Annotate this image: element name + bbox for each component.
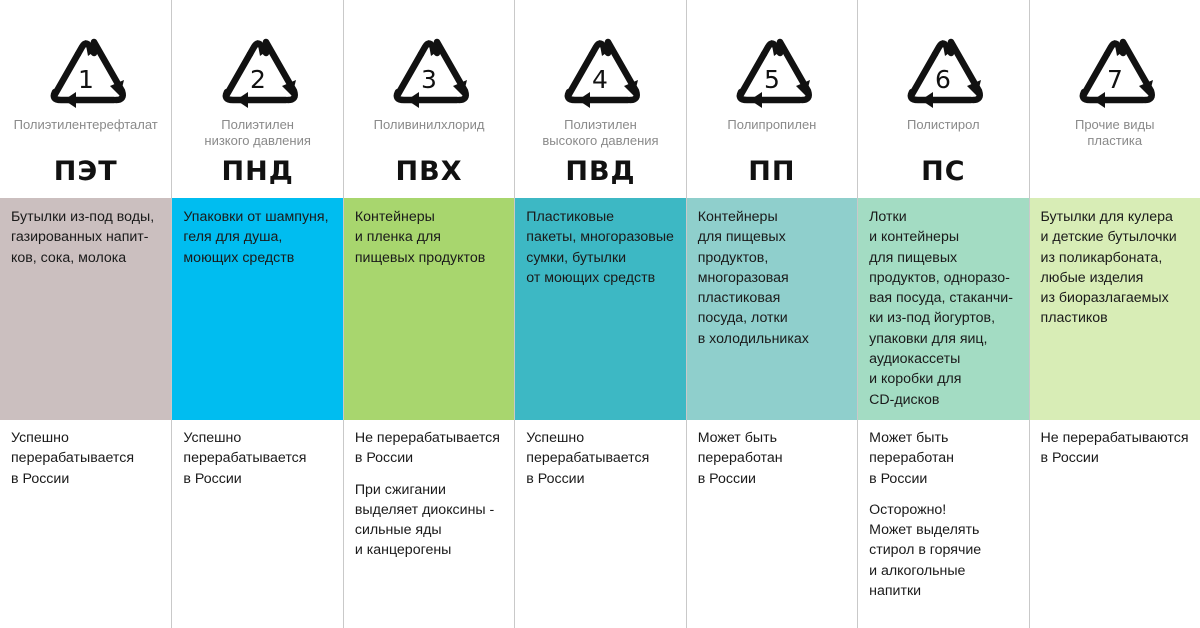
status-line: переработан bbox=[869, 450, 955, 467]
uses-line: моющих средств bbox=[183, 249, 295, 266]
status-line: перерабатывается bbox=[11, 450, 135, 467]
status-line: в России bbox=[183, 470, 242, 487]
warning-note bbox=[355, 480, 508, 561]
uses-line: от моющих средств bbox=[526, 269, 656, 286]
status-line: переработан bbox=[697, 450, 783, 467]
plastic-abbreviation: ПС bbox=[921, 156, 966, 187]
uses-band bbox=[172, 198, 342, 420]
warning-note bbox=[869, 500, 1022, 601]
uses-line: пластиковая bbox=[697, 290, 781, 307]
uses-text bbox=[1041, 207, 1192, 329]
uses-band bbox=[0, 198, 171, 420]
recycling-status bbox=[183, 428, 336, 489]
status-line: Не перерабатываются bbox=[1040, 430, 1189, 446]
column-5 bbox=[686, 0, 857, 628]
plastic-abbreviation: ПВХ bbox=[395, 156, 463, 187]
uses-line: Пластиковые bbox=[526, 209, 615, 225]
recycling-symbol-icon bbox=[730, 30, 814, 108]
recycling-symbol-icon bbox=[216, 30, 300, 108]
uses-text bbox=[698, 207, 849, 349]
svg-text:5: 5 bbox=[763, 65, 780, 94]
note-line: и канцерогены bbox=[354, 542, 452, 559]
uses-text bbox=[183, 207, 334, 268]
uses-line: пакеты, многоразовые bbox=[526, 229, 674, 246]
note-line: сильные яды bbox=[354, 522, 442, 539]
uses-line: любые изделия bbox=[1040, 269, 1144, 286]
full-name-line: Полипропилен bbox=[727, 117, 817, 132]
uses-band bbox=[687, 198, 857, 420]
uses-band bbox=[515, 198, 685, 420]
status-line: перерабатывается bbox=[526, 450, 650, 467]
recycling-status bbox=[526, 428, 679, 489]
uses-line: и пленка для bbox=[354, 229, 441, 246]
uses-line: и детские бутылочки bbox=[1040, 229, 1177, 246]
uses-line: из биоразлагаемых bbox=[1040, 290, 1169, 307]
uses-line: Контейнеры bbox=[697, 209, 778, 225]
svg-text:3: 3 bbox=[421, 65, 437, 94]
recycling-status bbox=[11, 428, 165, 489]
full-name-line: Полиэтилен bbox=[221, 117, 294, 132]
plastic-full-name bbox=[519, 117, 681, 149]
full-name-line: Поливинилхлорид bbox=[373, 117, 485, 132]
full-name-line: Полистирол bbox=[907, 117, 980, 132]
full-name-line: высокого давления bbox=[542, 133, 659, 148]
note-line: напитки bbox=[869, 583, 922, 600]
uses-line: Лотки bbox=[869, 209, 907, 225]
uses-band bbox=[858, 198, 1028, 420]
uses-band bbox=[344, 198, 514, 420]
uses-line: для пищевых bbox=[697, 229, 786, 246]
uses-line: пластиков bbox=[1040, 310, 1108, 327]
column-1 bbox=[0, 0, 171, 628]
recycling-status bbox=[355, 428, 508, 561]
status-line: в России bbox=[697, 470, 756, 487]
uses-line: Упаковки от шампуня, bbox=[183, 209, 329, 225]
status-line: Успешно bbox=[11, 430, 69, 446]
plastic-full-name bbox=[1034, 117, 1196, 149]
uses-line: из поликарбоната, bbox=[1040, 249, 1163, 266]
status-line: в России bbox=[869, 470, 928, 487]
full-name-line: пластика bbox=[1087, 133, 1143, 148]
note-line: Может выделять bbox=[869, 522, 980, 539]
svg-text:4: 4 bbox=[592, 65, 609, 94]
plastic-abbreviation: ПВД bbox=[565, 156, 636, 187]
uses-line: вая посуда, стаканчи- bbox=[869, 290, 1013, 307]
uses-line: ков, сока, молока bbox=[11, 249, 127, 266]
note-line: стирол в горячие bbox=[869, 542, 982, 559]
status-line: Успешно bbox=[183, 430, 242, 446]
status-line: в России bbox=[354, 450, 414, 467]
uses-line: Бутылки для кулера bbox=[1040, 209, 1173, 225]
status-line: Может быть bbox=[869, 430, 949, 446]
uses-line: Контейнеры bbox=[354, 209, 435, 225]
plastic-full-name bbox=[4, 117, 167, 133]
status-line: Успешно bbox=[526, 430, 585, 446]
column-6 bbox=[857, 0, 1028, 628]
plastic-full-name bbox=[348, 117, 510, 133]
uses-line: продуктов, bbox=[697, 249, 769, 266]
column-3 bbox=[343, 0, 514, 628]
recycling-status bbox=[698, 428, 851, 489]
note-line: выделяет диоксины - bbox=[354, 501, 495, 518]
recycling-status bbox=[1041, 428, 1194, 469]
uses-band bbox=[1030, 198, 1200, 420]
plastic-abbreviation: ПП bbox=[748, 156, 796, 187]
recycling-symbol-icon bbox=[1073, 30, 1157, 108]
status-line: в России bbox=[526, 470, 585, 487]
full-name-line: Полиэтилентерефталат bbox=[13, 117, 158, 132]
status-line: Может быть bbox=[697, 430, 777, 446]
plastic-full-name bbox=[691, 117, 853, 133]
plastic-abbreviation: ПЭТ bbox=[53, 156, 118, 187]
uses-line: посуда, лотки bbox=[697, 310, 788, 327]
full-name-line: Полиэтилен bbox=[564, 117, 637, 132]
recycling-symbol-icon bbox=[558, 30, 642, 108]
uses-line: пищевых продуктов bbox=[354, 249, 486, 266]
status-line: в России bbox=[1040, 450, 1099, 467]
note-line: При сжигании bbox=[354, 481, 446, 498]
uses-line: ки из-под йогуртов, bbox=[869, 310, 996, 327]
uses-line: для пищевых bbox=[869, 249, 958, 266]
svg-text:2: 2 bbox=[249, 65, 266, 94]
recycling-symbol-icon bbox=[901, 30, 985, 108]
column-7 bbox=[1029, 0, 1200, 628]
status-line: перерабатывается bbox=[183, 450, 307, 467]
svg-text:1: 1 bbox=[77, 65, 94, 94]
uses-text bbox=[526, 207, 677, 288]
plastic-abbreviation: ПНД bbox=[221, 156, 294, 187]
uses-text bbox=[11, 207, 163, 268]
uses-line: CD-дисков bbox=[869, 391, 940, 408]
status-line: в России bbox=[11, 470, 70, 487]
uses-line: аудиокассеты bbox=[869, 351, 961, 368]
uses-line: продуктов, одноразо- bbox=[869, 269, 1010, 286]
plastic-full-name bbox=[862, 117, 1024, 133]
uses-line: газированных напит- bbox=[11, 229, 149, 246]
svg-text:6: 6 bbox=[935, 65, 952, 94]
note-line: и алкогольные bbox=[869, 562, 966, 579]
svg-text:7: 7 bbox=[1106, 65, 1123, 94]
uses-line: многоразовая bbox=[697, 269, 789, 286]
column-4 bbox=[514, 0, 685, 628]
status-line: Не перерабатывается bbox=[354, 430, 500, 446]
uses-text bbox=[355, 207, 506, 268]
plastic-full-name bbox=[176, 117, 338, 149]
recycling-symbol-icon bbox=[387, 30, 471, 108]
uses-line: геля для душа, bbox=[183, 229, 283, 246]
uses-line: в холодильниках bbox=[697, 330, 809, 347]
uses-line: и контейнеры bbox=[869, 229, 960, 246]
full-name-line: Прочие виды bbox=[1074, 117, 1155, 132]
uses-line: упаковки для яиц, bbox=[869, 330, 988, 347]
recycling-symbol-icon bbox=[44, 30, 128, 108]
uses-line: Бутылки из-под воды, bbox=[11, 209, 155, 225]
uses-line: сумки, бутылки bbox=[526, 249, 627, 266]
note-line: Осторожно! bbox=[869, 501, 947, 518]
column-2 bbox=[171, 0, 342, 628]
full-name-line: низкого давления bbox=[204, 133, 311, 148]
uses-line: и коробки для bbox=[869, 371, 962, 388]
uses-text bbox=[869, 207, 1020, 410]
recycling-status bbox=[869, 428, 1022, 601]
